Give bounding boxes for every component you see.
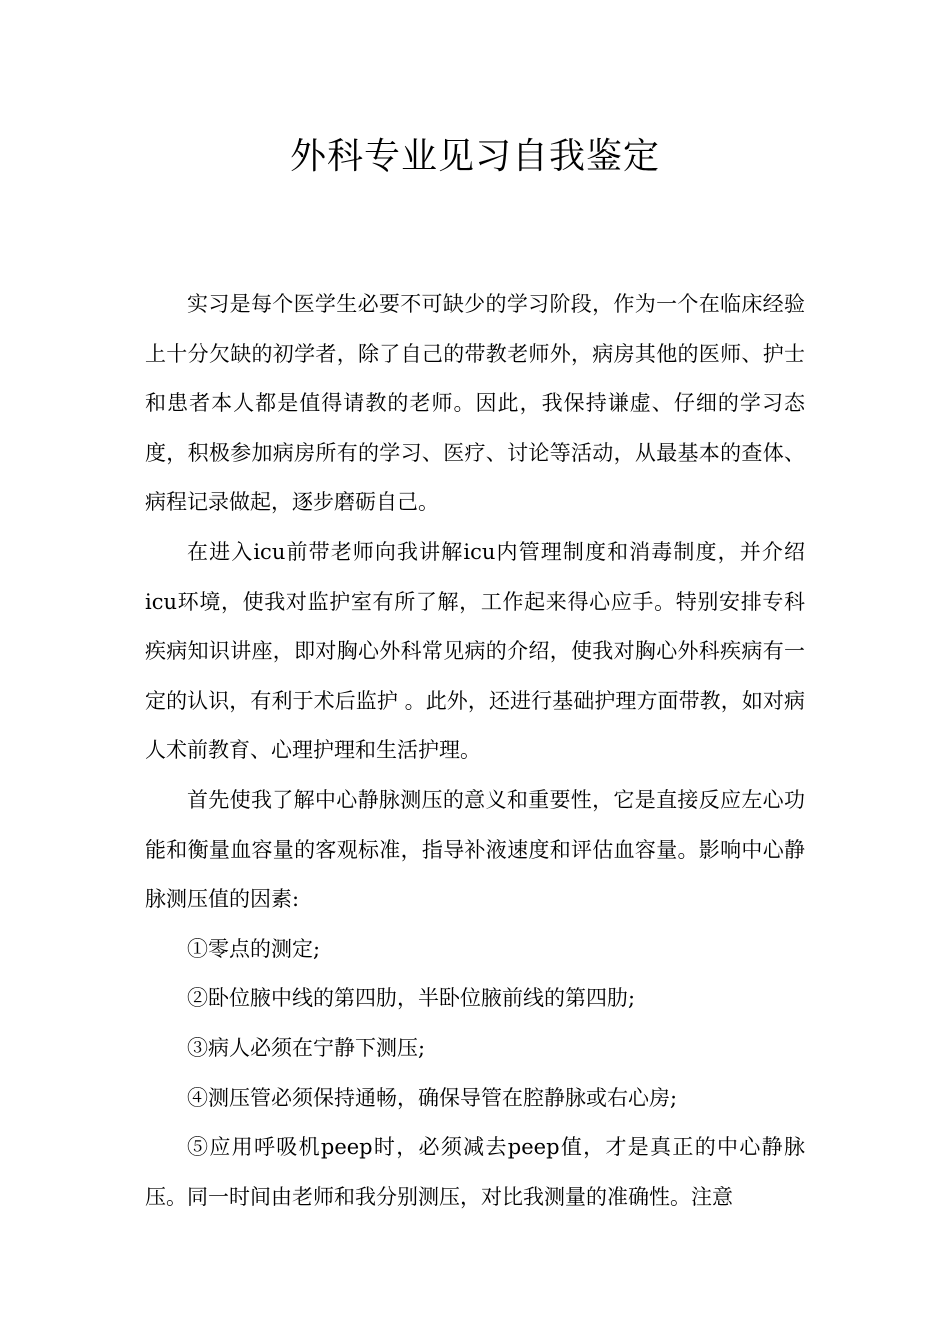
paragraph-intro: 实习是每个医学生必要不可缺少的学习阶段，作为一个在临床经验上十分欠缺的初学者，除了自己的带教老师外，病房其他的医师、护士和患者本人都是值得请教的老师。因此，我保持谦虚、仔细的学习态度，积极参加病房所有的学习、医疗、讨论等活动，从最基本的查体、病程记录做起，逐步磨砺自己。 [145, 292, 805, 515]
list-item-4: ④测压管必须保持通畅，确保导管在腔静脉或右心房; [187, 1085, 678, 1110]
list-item-1: ①零点的测定; [187, 936, 321, 961]
list-item-3: ③病人必须在宁静下测压; [187, 1035, 426, 1060]
paragraph-icu: 在进入icu前带老师向我讲解icu内管理制度和消毒制度，并介绍icu环境，使我对监护室有所了解，工作起来得心应手。特别安排专科疾病知识讲座，即对胸心外科常见病的介绍，使我对胸心外科疾病有一定的认识，有利于术后监护 。此外，还进行基础护理方面带教，如对病人术前教育、心理护理和生活护理。 [145, 539, 805, 763]
list-item-2: ②卧位腋中线的第四肋，半卧位腋前线的第四肋; [187, 986, 636, 1011]
document-title: 外科专业见习自我鉴定 [289, 136, 660, 177]
paragraph-cvp: 首先使我了解中心静脉测压的意义和重要性，它是直接反应左心功能和衡量血容量的客观标准，指导补液速度和评估血容量。影响中心静脉测压值的因素: [145, 787, 805, 912]
list-item-5: ⑤应用呼吸机peep时，必须减去peep值，才是真正的中心静脉压。同一时间由老师和我分别测压，对比我测量的准确性。注意 [145, 1135, 805, 1209]
document-body [145, 280, 805, 1222]
